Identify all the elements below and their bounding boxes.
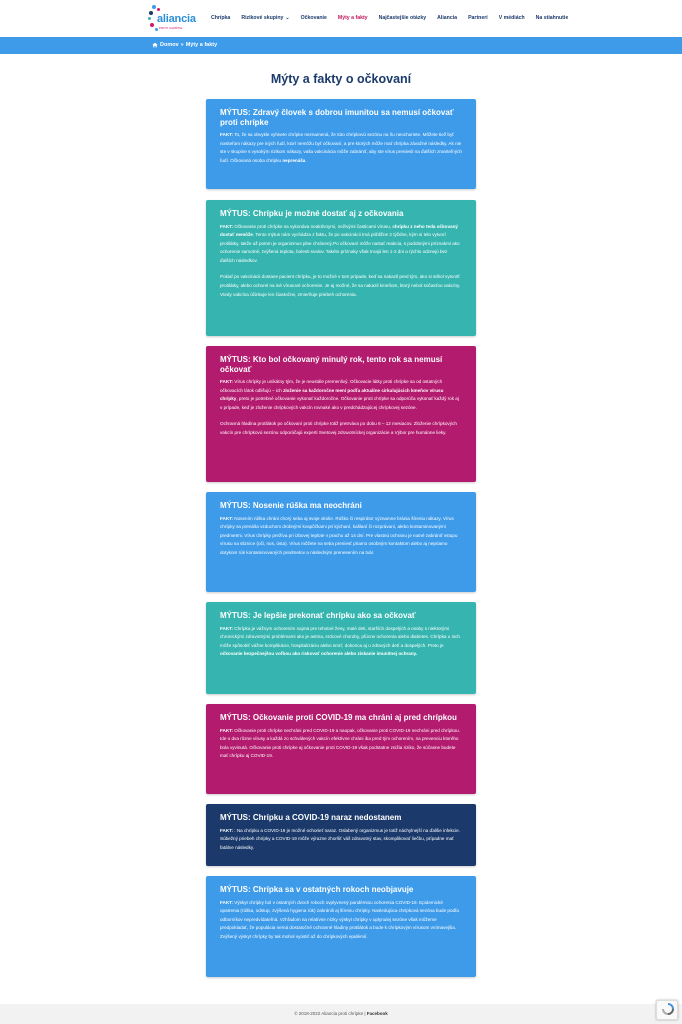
fact-text-bold: FAKT: — [220, 515, 234, 521]
fact-text-bold: FAKT: — [220, 727, 234, 733]
nav-item-1[interactable]: Rizikové skupiny — [241, 15, 284, 21]
fact-text-bold: chrípku z neho teda očkovaný dostať nemôže — [220, 223, 458, 238]
footer-copyright: © 2018-2022 Aliancia proti chrípke | — [294, 1011, 367, 1016]
myth-card — [206, 704, 476, 794]
nav-item-8[interactable]: Na stiahnutie — [535, 15, 569, 21]
fact-paragraph — [220, 827, 462, 853]
fact-body — [220, 131, 462, 165]
myth-card — [206, 99, 476, 189]
logo-tagline: PROTI CHRÍPKE — [159, 26, 183, 30]
nav-item-4[interactable]: Najčastejšie otázky — [378, 15, 427, 21]
fact-text: Očkovanie proti chrípke nechráni pred COVID-19 a naopak, očkovanie proti COVID-19 nechráni pred chrípkou. Ide o dva rôzne vírusy a každá zo schválených vakcín efektívne chráni iba pred tým ochorením, na prevenciu ktorého bola vyvinutá. Očkovanie proti chrípke aj očkovanie proti COVID-19 však podstatne znižia riziko, že súčasne budete mať chrípku aj COVID-19. — [220, 727, 461, 759]
footer-facebook-link[interactable]: Facebook — [366, 1011, 388, 1016]
recaptcha-badge[interactable] — [656, 1000, 678, 1020]
myth-title: MÝTUS: Chrípka sa v ostatných rokoch neobjavuje — [220, 885, 414, 894]
myth-title: MÝTUS: Kto bol očkovaný minulý rok, tento rok sa nemusí očkovať — [220, 355, 443, 374]
nav-item-6[interactable]: Partneri — [468, 15, 488, 21]
fact-text-bold: neprenáša — [282, 157, 306, 163]
nav-item-7[interactable]: V médiách — [498, 15, 525, 21]
fact-paragraph — [220, 273, 462, 299]
nav-item-2[interactable]: Očkovanie — [300, 15, 327, 21]
myth-card — [206, 492, 476, 592]
fact-body — [220, 378, 462, 438]
logo-text: aliancia — [157, 13, 196, 25]
myth-title: MÝTUS: Očkovanie proti COVID-19 ma chráni aj pred chrípkou — [220, 713, 457, 722]
fact-text-bold: FAKT: — [220, 625, 234, 631]
myth-card — [206, 804, 476, 866]
fact-text: Pokiaľ po vakcinácii dostane pacient chrípku, je to možné v tom prípade, keď sa nakazil pred tým, ako si stihol vytvoriť protilátky, alebo ochorel na iné vírusové ochorenie. Je aj možné, že sa nakazil kmeňom, ktorý nebol súčasťou vakcíny. Vtedy vakcína účinkuje len čiastočne, zmierňuje priebeh ochorenia. — [220, 274, 461, 297]
nav-item-0[interactable]: Chrípka — [211, 15, 231, 21]
nav-item-3[interactable]: Mýty a fakty — [337, 15, 368, 21]
fact-paragraph — [220, 899, 462, 942]
breadcrumb-separator: » — [180, 42, 184, 48]
breadcrumb-home-link[interactable]: Domov — [160, 42, 179, 48]
nav-item-5[interactable]: Aliancia — [437, 15, 458, 21]
fact-body — [220, 827, 462, 853]
fact-text: Ochranná hladina protilátok po očkovaní proti chrípke totiž pretrváva po dobu 6 – 12 mesiacov. Zloženie chrípkových vakcín pre chrípkovú sezónu odporúčajú experti Svetovej zdravotníckej organizácie a Výbor pre humánne lieky. — [220, 421, 457, 435]
fact-text: Nosením rúška chráni chorý seba aj svoje okolie. Rúško či respirátor významne bránia šíreniu nákazy. Vírus chrípky sa prenáša vzduchom drobnými kvapôčkami pri kýchaní, kašlaní či rozprávaní, alebo kontaminovanými predmetmi. Vírus chrípky prežíva pri izbovej teplote v prachu až 14 dní. Pre vlastnú ochranu je nutné zabrániť vstupu vírusu na sliznice (oči, nos, ústa). Vírus môžete na seba preniesť priamo osobným kontaktom alebo aj nepriamo dotykom rúk kontaminovaných predmetov a následným prenesením na tvár. — [220, 515, 458, 555]
fact-paragraph — [220, 515, 462, 558]
myth-title: MÝTUS: Chrípku je možné dostať aj z očkovania — [220, 209, 404, 218]
fact-text-bold: zloženie sa každoročne mení podľa aktuálne cirkulujúcich kmeňov vírusu chrípky — [220, 387, 444, 402]
fact-paragraph — [220, 378, 462, 412]
myth-title: MÝTUS: Je lepšie prekonať chrípku ako sa očkovať — [220, 611, 416, 620]
recaptcha-icon — [662, 1003, 674, 1015]
myth-title: MÝTUS: Zdravý človek s dobrou imunitou sa nemusí očkovať proti chrípke — [220, 108, 454, 127]
breadcrumb-bar — [0, 37, 682, 54]
fact-text-bold: FAKT: — [220, 223, 234, 229]
fact-text: , preto je potrebné očkovanie vykonať každoročne. Očkovanie proti chrípke sa odporúča vykonať každý rok aj v prípade, keď je zloženie chrípkových vakcín rovnaké ako v predchádzajúcej chrípkovej sezóne. — [220, 396, 459, 410]
fact-text-bold: FAKT: — [220, 379, 234, 384]
fact-text: : Na chrípku a COVID-19 je možné ochorieť naraz. Oslabený organizmus je totiž náchylnejší na ďalšie infekcie. Súbežný priebeh chrípky a COVID-19 môže výrazne zhoršiť váš zdravotný stav, skomplikovať liečbu, prípadne mať fatálne následky. — [220, 827, 460, 850]
fact-text-bold: FAKT: — [220, 132, 234, 137]
fact-body — [220, 223, 462, 300]
fact-text: To, že sa obvykle vyhnete chrípke neznamená, že túto chrípkovú sezónu na ňu neochoriete. Môžete tiež byť nositeľom nákazy pre iných ľudí, ktorí nemôžu byť očkovaní, a pre ktorých môže mať chrípka závažné následky. Ak nie ste v skupine s vysokým rizikom nákazy, vaša vakcinácia môže zabrániť, aby ste vírus preniesli na ďalších zraniteľných ľudí. Očkovaná osoba chrípku — [220, 132, 462, 163]
breadcrumb — [152, 42, 217, 48]
breadcrumb-current: Mýty a fakty — [185, 42, 218, 48]
fact-paragraph — [220, 727, 462, 761]
fact-paragraph — [220, 223, 462, 266]
myth-title: MÝTUS: Nosenie rúška ma neochráni — [220, 501, 362, 510]
fact-text-bold: FAKT: — [220, 899, 234, 905]
logo[interactable] — [148, 4, 196, 34]
fact-body — [220, 727, 462, 761]
fact-text: Výskyt chrípky bol v ostatných dvoch rokoch ovplyvnený pandémiou ochorenia COVID-19. Epidemické opatrenia (rúška, odstup, zvýšená hygiena rúk) zabránili aj šíreniu chrípky. Nasledujúca chrípková sezóna bude podľa odborníkov nepredvídateľná. Vzhľadom na relatívne nízky výskyt chrípky v uplynulej sezóne však môžeme predpokladať, že populácia nemá dostatočné ochranné hladiny protilátok a bude k chrípkovým vírusom vnímavejšia. Zvýšený výskyt chrípky by tak mohol vyústiť až do chrípkových epidémií. — [220, 899, 459, 939]
fact-text: Chrípka je vážnym ochorením najmä pre tehotné ženy, malé deti, starších dospelých a osoby s niektorými chronickými zdravotnými problémami ako je astma, srdcové choroby, pľúcne ochorenia alebo diabetes. Chrípka u nich môže spôsobiť vážne komplikácie, hospitalizáciu alebo smrť, dokonca aj u zdravých detí a dospelých. Preto je — [220, 625, 460, 648]
myth-card — [206, 602, 476, 694]
myth-card — [206, 346, 476, 482]
myth-card — [206, 876, 476, 977]
footer — [0, 1004, 682, 1024]
fact-text: . — [305, 157, 307, 163]
fact-text-bold: očkovanie bezpečnejšou voľbou ako riskovať ochorenie alebo získanie imunitnej ochrany. — [220, 651, 418, 657]
fact-body — [220, 625, 462, 659]
home-icon — [152, 42, 158, 48]
chevron-down-icon[interactable]: ⌄ — [285, 15, 290, 21]
fact-body — [220, 515, 462, 558]
fact-body — [220, 899, 462, 942]
myth-card — [206, 200, 476, 336]
fact-text: Vírus chrípky je unikátny tým, že je neustále premenlivý. Očkovacie látky proti chrípke sa od ostatných očkovacích látok odlišujú – ich — [220, 379, 443, 393]
main-nav — [211, 15, 568, 21]
fact-text: Očkovanie proti chrípke sa vykonáva neaktívnymi, neživými časticami vírusu, — [233, 223, 393, 229]
fact-text-bold: FAKT: — [220, 827, 234, 833]
page-title: Mýty a fakty o očkovaní — [270, 72, 412, 86]
site-header — [0, 0, 682, 37]
fact-paragraph — [220, 625, 462, 659]
fact-paragraph — [220, 131, 462, 165]
fact-paragraph — [220, 420, 462, 437]
fact-text: . Tento mýtus nám vychádza z faktu, že po vakcinácii trvá približne 2 týždne, kým si telo vytvorí protilátky, takže až potom je organizmus plne chránený.Po očkovaní môže nastať reakcia, s podobnými príznakmi ako ochorenie samotné, zvýšená teplota, bolesti svalov. Takéto príznaky však trvajú len 1-2 dni a rýchlo odznejú bez ďalších následkov. — [220, 232, 460, 263]
myth-title: MÝTUS: Chrípku a COVID-19 naraz nedostanem — [220, 813, 402, 822]
